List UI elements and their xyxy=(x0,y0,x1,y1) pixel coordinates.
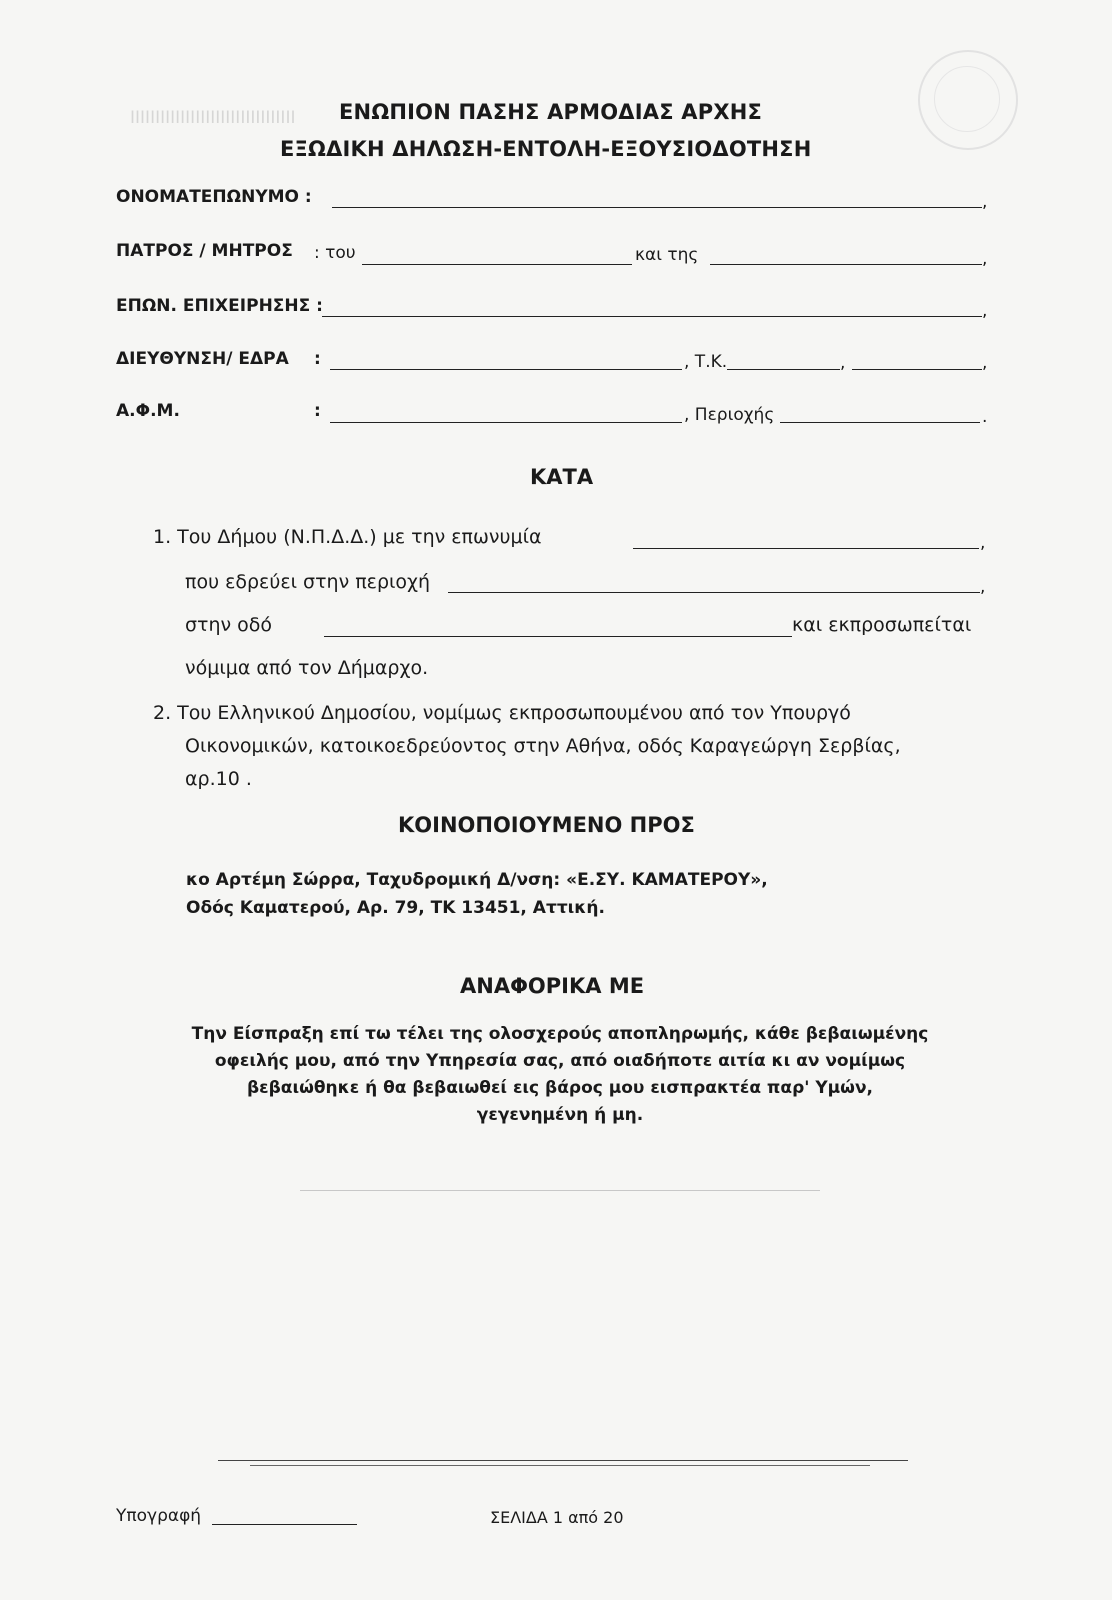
tax-id-colon: : xyxy=(314,401,321,421)
tax-id-field[interactable] xyxy=(330,422,682,423)
postal-code-label: , Τ.Κ. xyxy=(684,352,728,372)
name-comma: , xyxy=(982,192,988,212)
address-colon: : xyxy=(314,349,321,369)
bleed-through-line xyxy=(300,1190,820,1191)
municipality-name-field[interactable] xyxy=(633,548,979,549)
area-label: , Περιοχής xyxy=(684,405,775,425)
item1-comma-1: , xyxy=(980,533,986,553)
reference-paragraph xyxy=(110,1021,1010,1129)
address-field[interactable] xyxy=(330,369,682,370)
municipality-area-field[interactable] xyxy=(448,592,980,593)
signature-label: Υπογραφή xyxy=(116,1506,202,1526)
business-comma: , xyxy=(982,301,988,321)
kata-item-1-line-1: 1. Του Δήμου (Ν.Π.Δ.Δ.) με την επωνυμία xyxy=(153,526,542,548)
kata-item-1-line-4: νόμιμα από τον Δήμαρχο. xyxy=(185,657,429,679)
business-name-label: ΕΠΩΝ. ΕΠΙΧΕΙΡΗΣΗΣ : xyxy=(116,296,323,316)
kata-item-2-line-3: αρ.10 . xyxy=(185,768,252,790)
tax-id-label: Α.Φ.Μ. xyxy=(116,401,180,421)
municipality-street-field[interactable] xyxy=(324,636,792,637)
reference-line-2: οφειλής μου, από την Υπηρεσία σας, από οιαδήποτε αιτία κι αν νομίμως xyxy=(214,1051,906,1071)
city-field[interactable] xyxy=(852,369,982,370)
footer-rule xyxy=(218,1460,908,1461)
father-name-field[interactable] xyxy=(362,264,632,265)
business-name-field[interactable] xyxy=(322,316,982,317)
postal-code-field[interactable] xyxy=(727,369,840,370)
reference-line-3: βεβαιώθηκε ή θα βεβαιωθεί εις βάρος μου εισπρακτέα παρ' Υμών, xyxy=(246,1078,873,1098)
postal-code-comma: , xyxy=(840,353,846,373)
name-field[interactable] xyxy=(332,207,982,208)
parents-and-mother: και της xyxy=(635,245,699,265)
area-period: . xyxy=(982,407,988,427)
notify-line-1: κο Αρτέμη Σώρρα, Ταχυδρομική Δ/νση: «Ε.ΣΥ. ΚΑΜΑΤΕΡΟΥ», xyxy=(186,870,768,890)
reference-line-4: γεγενημένη ή μη. xyxy=(476,1105,644,1125)
parents-label: ΠΑΤΡΟΣ / ΜΗΤΡΟΣ xyxy=(116,241,293,261)
watermark-seal-icon xyxy=(918,50,1018,150)
kata-item-1-line-2: που εδρεύει στην περιοχή xyxy=(185,571,431,593)
kata-item-1-line-3a: στην οδό xyxy=(185,614,273,636)
title-line-2: ΕΞΩΔΙΚΗ ΔΗΛΩΣΗ-ΕΝΤΟΛΗ-ΕΞΟΥΣΙΟΔΟΤΗΣΗ xyxy=(280,137,812,161)
parents-of-father: : του xyxy=(314,243,356,263)
name-label: ΟΝΟΜΑΤΕΠΩΝΥΜΟ : xyxy=(116,187,312,207)
area-field[interactable] xyxy=(780,422,980,423)
bleed-through-text: ΙΙΙΙΙΙΙΙΙΙΙΙΙΙΙΙΙΙΙΙΙΙΙΙΙΙΙΙΙΙΙΙΙ xyxy=(130,108,296,128)
kata-item-2-line-1: 2. Του Ελληνικού Δημοσίου, νομίμως εκπροσωπουμένου από τον Υπουργό xyxy=(153,702,851,724)
reference-line-1: Την Είσπραξη επί τω τέλει της ολοσχερούς αποπληρωμής, κάθε βεβαιωμένης xyxy=(191,1024,929,1044)
reference-heading: ΑΝΑΦΟΡΙΚΑ ΜΕ xyxy=(460,974,645,998)
address-comma: , xyxy=(982,353,988,373)
kata-item-2-line-2: Οικονομικών, κατοικοεδρεύοντος στην Αθήνα, οδός Καραγεώργη Σερβίας, xyxy=(185,735,901,757)
mother-name-field[interactable] xyxy=(710,264,982,265)
address-label: ΔΙΕΥΘΥΝΣΗ/ ΕΔΡΑ xyxy=(116,349,289,369)
item1-comma-2: , xyxy=(980,577,986,597)
kata-item-1-line-3b: και εκπροσωπείται xyxy=(792,614,972,636)
page-number: ΣΕΛΙΔΑ 1 από 20 xyxy=(490,1508,624,1527)
parents-comma: , xyxy=(982,249,988,269)
kata-heading: ΚΑΤΑ xyxy=(530,465,594,489)
notify-line-2: Οδός Καματερού, Αρ. 79, ΤΚ 13451, Αττική. xyxy=(186,898,605,918)
footer-rule-thin xyxy=(250,1465,870,1466)
signature-field[interactable] xyxy=(212,1524,357,1525)
title-line-1: ΕΝΩΠΙΟΝ ΠΑΣΗΣ ΑΡΜΟΔΙΑΣ ΑΡΧΗΣ xyxy=(339,100,763,124)
notify-heading: ΚΟΙΝΟΠΟΙΟΥΜΕΝΟ ΠΡΟΣ xyxy=(398,813,695,837)
